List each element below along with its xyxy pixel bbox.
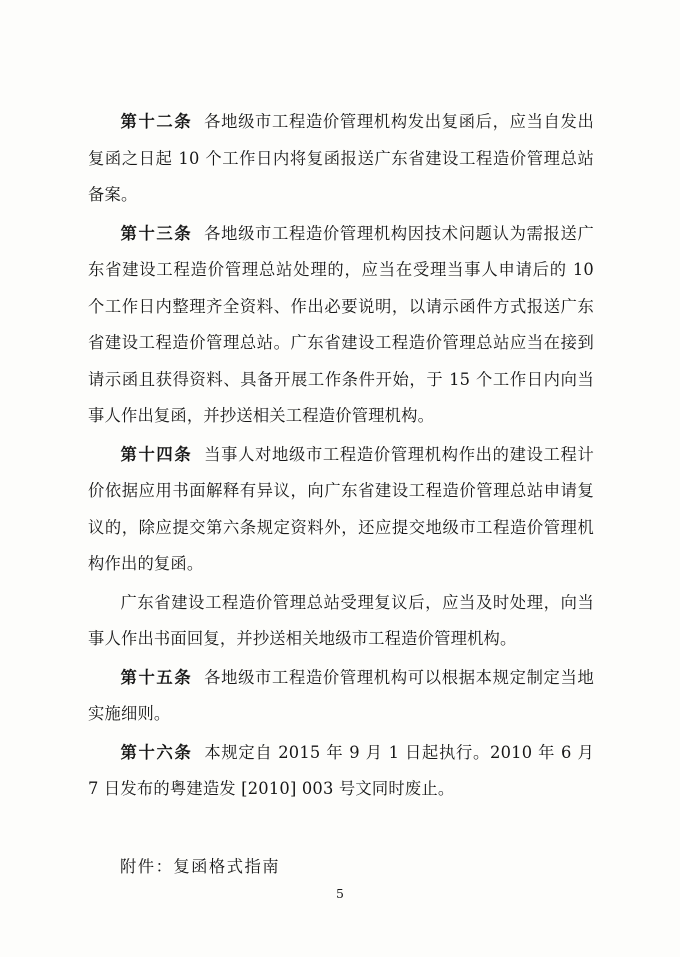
- article-gap: [192, 445, 204, 464]
- article-gap: [192, 112, 204, 131]
- article-text: 本规定自 2015 年 9 月 1 日起执行。2010 年 6 月 7 日发布的粤建造发 [2010] 003 号文同时废止。: [88, 742, 594, 798]
- article-text: 各地级市工程造价管理机构可以根据本规定制定当地实施细则。: [88, 667, 594, 723]
- article-gap: [192, 668, 204, 687]
- paragraph-article-14: [88, 437, 594, 583]
- paragraph-article-16: [88, 735, 594, 808]
- article-text: 当事人对地级市工程造价管理机构作出的建设工程计价依据应用书面解释有异议，向广东省建设工程造价管理总站申请复议的，除应提交第六条规定资料外，还应提交地级市工程造价管理机构作出的复函。: [88, 444, 594, 573]
- article-gap: [193, 743, 205, 762]
- paragraph-article-15: [88, 660, 594, 733]
- document-body: [88, 104, 594, 884]
- article-text: 各地级市工程造价管理机构因技术问题认为需报送广东省建设工程造价管理总站处理的，应当在受理当事人申请后的 10 个工作日内整理齐全资料、作出必要说明，以请示函件方式报送广东省建设工程造价管理总站。广东省建设工程造价管理总站应当在接到请示函且获得资料、具备开展工作条件开始，于 15 个工作日内向当事人作出复函，并抄送相关工程造价管理机构。: [88, 223, 594, 425]
- attachment-text: 附件：复函格式指南: [120, 856, 281, 876]
- article-text: 广东省建设工程造价管理总站受理复议后，应当及时处理，向当事人作出书面回复，并抄送相关地级市工程造价管理机构。: [88, 592, 594, 648]
- attachment-line: [88, 850, 594, 884]
- article-label: 第十五条: [120, 667, 193, 687]
- article-text: 各地级市工程造价管理机构发出复函后，应当自发出复函之日起 10 个工作日内将复函报送广东省建设工程造价管理总站备案。: [88, 112, 594, 204]
- article-gap: [192, 224, 204, 243]
- article-label: 第十二条: [120, 112, 193, 131]
- article-label: 第十四条: [120, 444, 193, 464]
- paragraph-article-14-continued: [88, 585, 594, 658]
- paragraph-article-12: [88, 104, 594, 214]
- article-label: 第十三条: [120, 223, 193, 243]
- article-label: 第十六条: [120, 742, 193, 762]
- page-number: 5: [336, 886, 344, 901]
- paragraph-article-13: [88, 216, 594, 435]
